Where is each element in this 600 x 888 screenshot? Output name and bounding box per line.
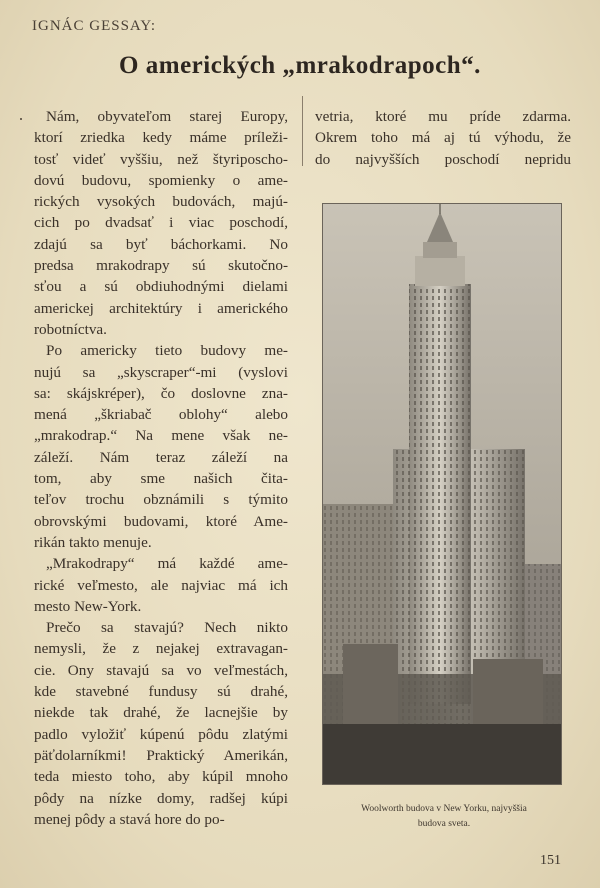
text-line: pôdy na nízke domy, radšej kúpi	[34, 789, 288, 807]
text-line: cich po dvadsať i viac poschodí,	[34, 214, 288, 232]
text-line: Prečo sa stavajú? Nech nikto	[46, 619, 288, 637]
text-line: záleží. Nám teraz záleží na	[34, 448, 288, 466]
text-line: „mrakodrap.“ Na mene však ne-	[34, 427, 288, 445]
text-line: Po americky tieto budovy me-	[46, 342, 288, 360]
text-line: tosť videť vyššiu, než štyriposcho-	[34, 150, 288, 168]
article-title: O amerických „mrakodrapoch“.	[119, 52, 481, 79]
caption-line: budova sveta.	[417, 819, 471, 829]
text-line: Okrem toho má aj tú výhodu, že	[315, 129, 571, 147]
text-line: sa: skájskréper), čo doslovne zna-	[34, 384, 288, 402]
text-line: americkej architektúry i amerického	[34, 299, 288, 317]
text-line: „Mrakodrapy“ má každé ame-	[46, 555, 288, 573]
author-name: IGNÁC GESSAY:	[32, 18, 157, 34]
text-line: teda miesto toho, aby kúpil mnoho	[34, 768, 288, 786]
text-line: päťdolarníkmi! Praktický Amerikán,	[34, 746, 288, 764]
text-line: robotníctva.	[34, 320, 107, 338]
paragraph	[34, 617, 288, 830]
text-line: nemysli, že z nejakej extravagan-	[34, 640, 288, 658]
text-line: dovú budovu, spomienky o ame-	[34, 171, 288, 189]
paragraph	[34, 553, 288, 617]
caption-line: Woolworth budova v New Yorku, najvyššia	[361, 804, 527, 814]
text-line: Nám, obyvateľom starej Europy,	[46, 108, 288, 125]
skyscraper-illustration	[323, 204, 561, 784]
text-line: mená „škriabač oblohy“ alebo	[34, 406, 288, 424]
text-line: mesto New-York.	[34, 597, 142, 615]
woolworth-building-photo	[322, 203, 562, 785]
text-line: rické veľmesto, ale najviac má ich	[34, 576, 288, 594]
paragraph	[34, 340, 288, 553]
paragraph	[315, 106, 571, 170]
left-column	[34, 106, 288, 830]
text-line: rikán takto menuje.	[34, 533, 152, 551]
text-line: cie. Ony stavajú sa vo veľmestách,	[34, 661, 288, 679]
text-line: vetria, ktoré mu príde zdarma.	[315, 108, 571, 125]
paragraph	[34, 106, 288, 340]
text-line: niekde tak drahé, že lacnejšie by	[34, 704, 288, 722]
text-line: padlo vyložiť kúpenú pôdu zlatými	[34, 725, 288, 743]
text-line: kde stavebné fundusy sú drahé,	[34, 683, 288, 701]
text-line: rických vysokých budovách, majú-	[34, 193, 288, 211]
page-number: 151	[540, 853, 561, 868]
text-line: do najvyšších poschodí nepridu	[315, 150, 571, 168]
text-line: predsa mrakodrapy sú skutočno-	[34, 257, 288, 275]
ink-speck	[20, 118, 22, 120]
text-line: sťou a sú obdiuhodnými dielami	[34, 278, 288, 296]
right-column	[315, 106, 571, 170]
text-line: tom, aby sme našich čita-	[34, 470, 288, 488]
photo-caption	[316, 802, 572, 832]
text-line: ktorí zriedka kedy máme príleži-	[34, 129, 288, 147]
text-line: zdajú sa byť báchorkami. No	[34, 235, 288, 253]
text-line: nujú sa „skyscraper“-mi (vyslovi	[34, 363, 288, 381]
column-divider	[302, 96, 303, 166]
text-line: menej pôdy a stavá hore do po-	[34, 810, 225, 828]
text-line: teľov trochu obznámili s týmito	[34, 491, 288, 509]
text-line: obrovskými budovami, ktoré Ame-	[34, 512, 288, 530]
